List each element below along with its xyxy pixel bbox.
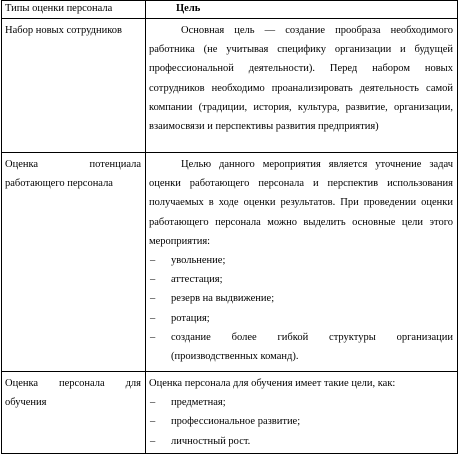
list-item xyxy=(149,393,453,412)
type-cell xyxy=(2,153,146,372)
type-line: обучения xyxy=(5,397,47,408)
list-item-text: личностный рост. xyxy=(171,435,251,447)
dash-bullet: – xyxy=(150,331,156,343)
goal-list xyxy=(149,251,453,366)
list-item-text: предметная; xyxy=(171,397,226,409)
dash-bullet: – xyxy=(150,255,156,267)
dash-bullet: – xyxy=(150,435,156,447)
header-goal: Цель xyxy=(146,1,458,19)
list-item xyxy=(149,328,453,366)
dash-bullet: – xyxy=(150,312,156,324)
table-row xyxy=(2,372,458,454)
type-cell xyxy=(2,372,146,454)
dash-bullet: – xyxy=(150,416,156,428)
type-line: Набор новых сотрудников xyxy=(5,25,123,36)
goal-paragraph: Оценка персонала для обучения имеет такие цели, как: xyxy=(149,378,396,389)
list-item xyxy=(149,309,453,328)
goal-paragraph: Основная цель — создание прообраза необходимого работника (не учитывая специфику организации и будущей профессиональной деятельности). Перед набором новых сотрудников необходимо проанализировать деятельность самой компании (традиции, история, культура, развитие, организации, взаимосвязи и перспективы развития предприятия) xyxy=(149,25,453,133)
table-header-row xyxy=(2,1,458,19)
type-line: Оценка потенциала xyxy=(5,159,141,170)
personnel-evaluation-table xyxy=(1,0,458,454)
list-item xyxy=(149,412,453,431)
list-item-text: ротация; xyxy=(171,312,210,324)
list-item xyxy=(149,289,453,308)
table-row xyxy=(2,19,458,153)
type-cell xyxy=(2,19,146,153)
goal-paragraph: Целью данного мероприятия является уточнение задач оценки работающего персонала и перспектив использования получаемых в ходе оценки результатов. При проведении оценки работающего персонала можно выделить основные цели этого мероприятия: xyxy=(149,159,453,247)
header-types: Типы оценки персонала xyxy=(2,1,146,19)
goal-cell xyxy=(146,153,458,372)
list-item-text: резерв на выдвижение; xyxy=(171,293,275,305)
table-row xyxy=(2,153,458,372)
list-item-text: создание более гибкой структуры организации (производственных команд). xyxy=(171,331,453,363)
list-item-text: увольнение; xyxy=(171,255,226,267)
goal-list xyxy=(149,393,453,451)
list-item-text: профессиональное развитие; xyxy=(171,416,301,428)
type-line: работающего персонала xyxy=(5,178,113,189)
dash-bullet: – xyxy=(150,293,156,305)
list-item xyxy=(149,432,453,451)
list-item xyxy=(149,270,453,289)
dash-bullet: – xyxy=(150,397,156,409)
list-item xyxy=(149,251,453,270)
dash-bullet: – xyxy=(150,274,156,286)
goal-cell xyxy=(146,19,458,153)
list-item-text: аттестация; xyxy=(171,274,223,286)
goal-cell xyxy=(146,372,458,454)
type-line: Оценка персонала для xyxy=(5,378,141,389)
